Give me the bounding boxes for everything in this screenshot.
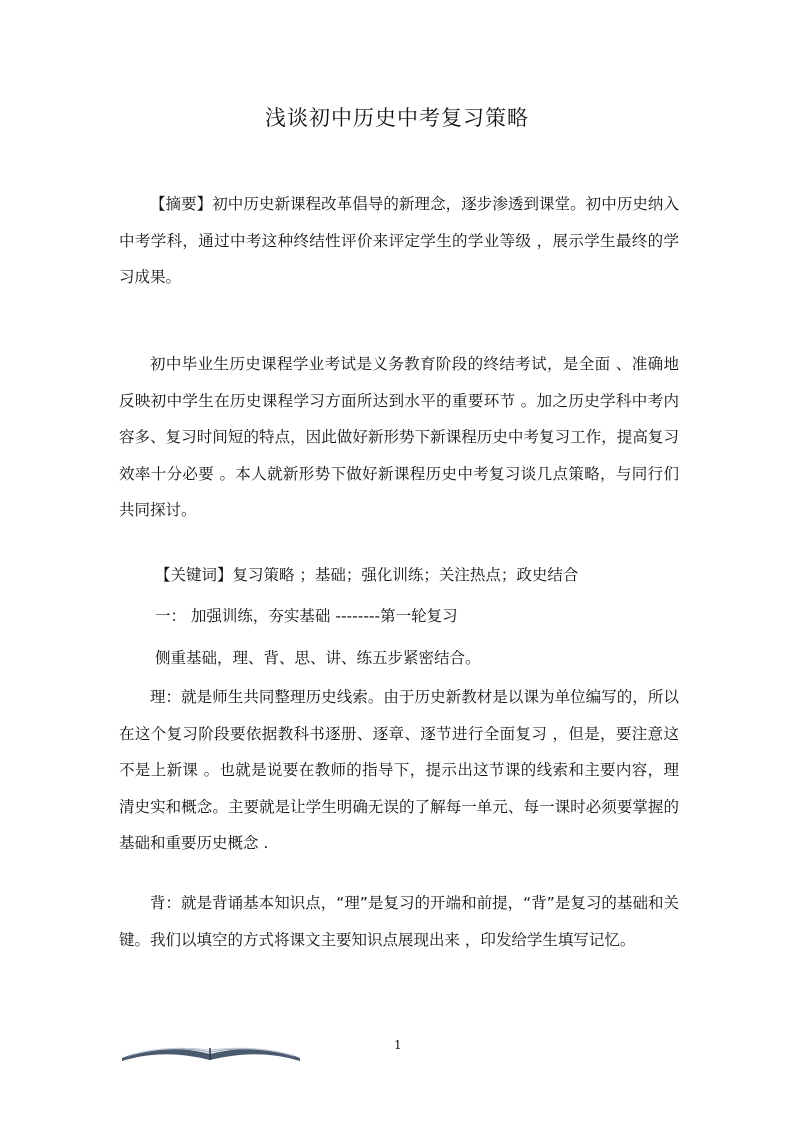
keywords-line: 【关键词】复习策略 ；基础；强化训练；关注热点；政史结合 (155, 566, 579, 584)
open-book-icon (118, 1036, 304, 1062)
section-summary: 侧重基础，理、背、思、讲、练五步紧密结合。 (155, 649, 481, 667)
bei-paragraph: 背：就是背诵基本知识点，“理”是复习的开端和前提，“背”是复习的基础和关键。我们以填空的方式将课文主要知识点展现出来 ，印发给学生填写记忆。 (119, 894, 679, 949)
li-paragraph: 理：就是师生共同整理历史线索。由于历史新教材是以课为单位编写的，所以在这个复习阶段要依据教科书逐册、逐章、逐节进行全面复习 ，但是，要注意这不是上新课 。也就是说要在教师的指导下，提示出这节课的线索和主要内容，理清史实和概念。主要就是让学生明确无误的了解每一单元、每一课时必须要掌握的基础和重要历史概念 . (119, 688, 679, 852)
section-heading: 一： 加强训练，夯实基础 --------第一轮复习 (155, 607, 458, 625)
document-title: 浅谈初中历史中考复习策略 (265, 106, 529, 130)
intro-paragraph: 初中毕业生历史课程学业考试是义务教育阶段的终结考试，是全面 、准确地反映初中学生在历史课程学习方面所达到水平的重要环节 。加之历史学科中考内容多、复习时间短的特点，因此做好新形势下新课程历史中考复习工作，提高复习效率十分必要 。本人就新形势下做好新课程历史中考复习谈几点策略，与同行们共同探讨。 (119, 355, 679, 519)
abstract-paragraph: 【摘要】初中历史新课程改革倡导的新理念，逐步渗透到课堂。初中历史纳入中考学科，通过中考这种终结性评价来评定学生的学业等级 ，展示学生最终的学习成果。 (119, 195, 679, 286)
page-number: 1 (394, 1038, 402, 1052)
